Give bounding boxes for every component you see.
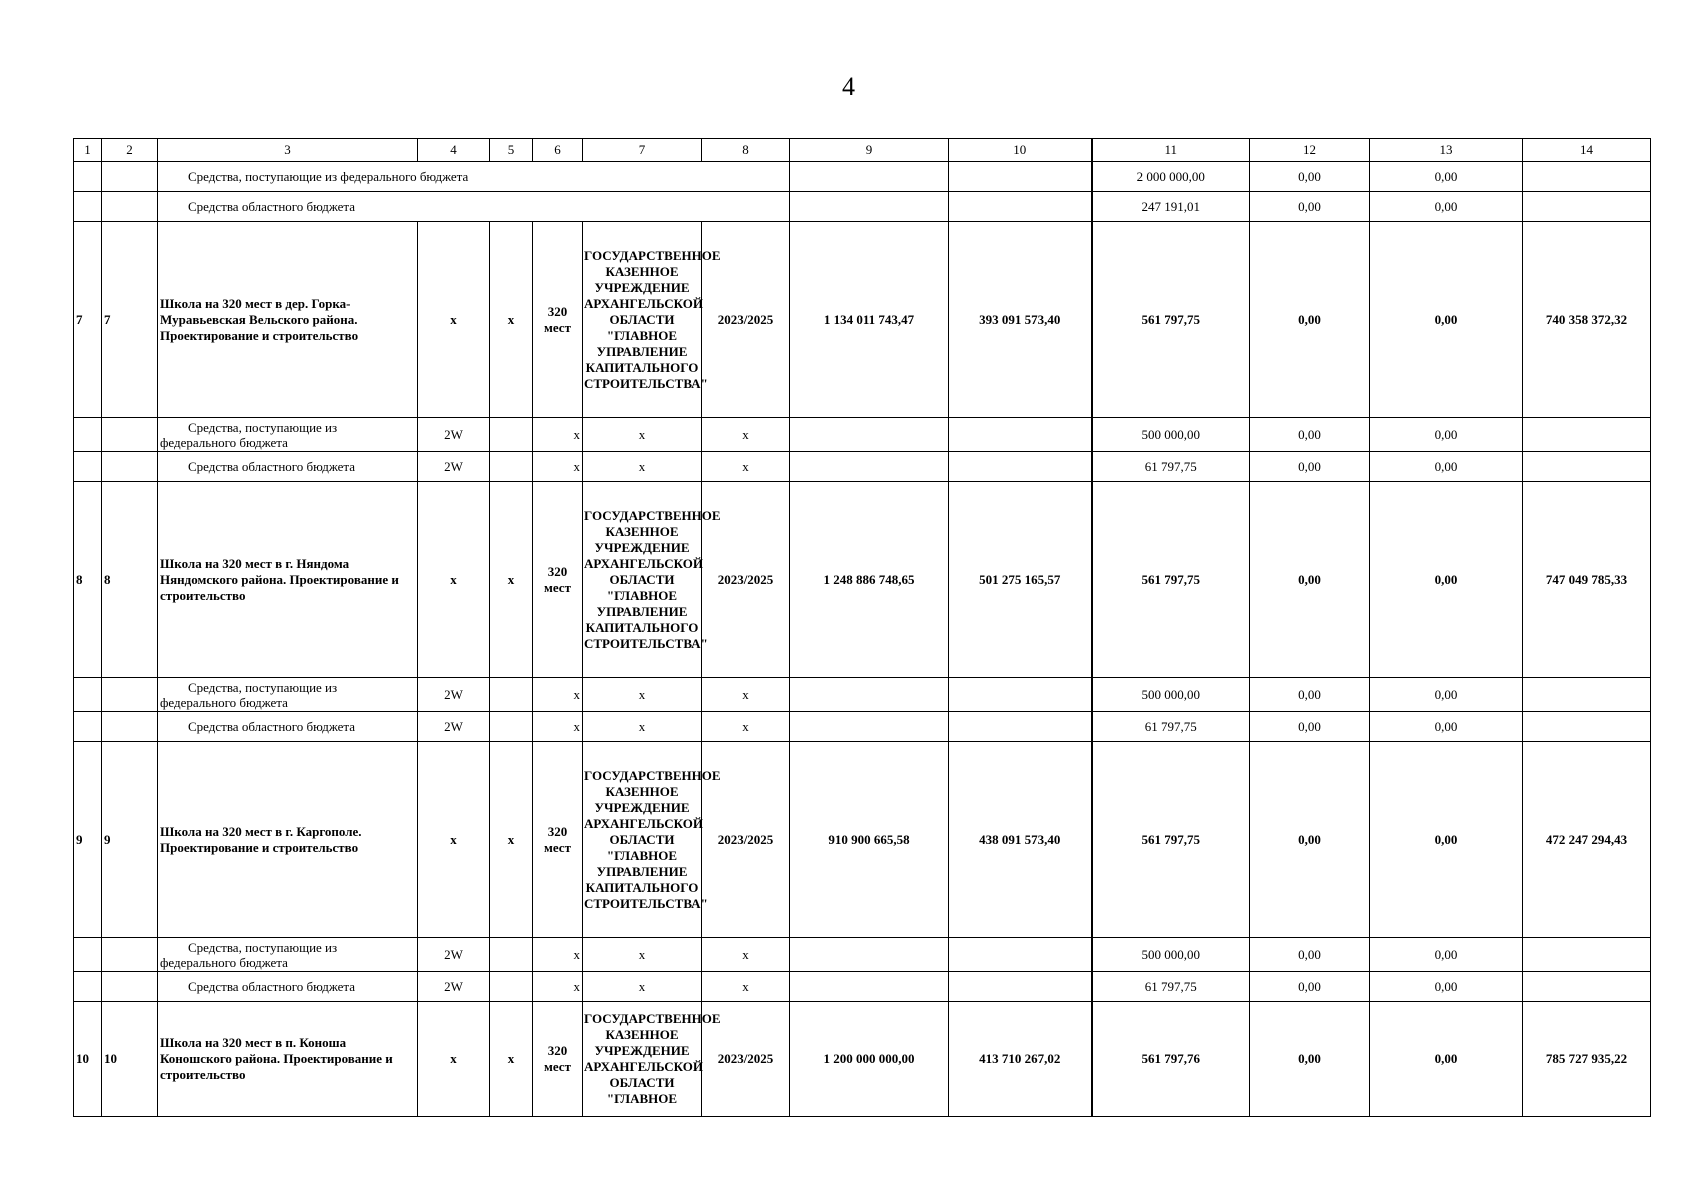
cell-col14: 740 358 372,32 [1523,222,1651,418]
cell [949,938,1092,972]
cell-col7: х [583,678,702,712]
cell [490,452,533,482]
cell-col14: 785 727 935,22 [1523,1002,1651,1117]
cell-capacity: 320 мест [533,1002,583,1117]
cell [74,162,102,192]
header-cell: 1 [74,139,102,162]
cell [790,972,949,1002]
cell-col11: 561 797,75 [1092,742,1250,938]
cell-col12: 0,00 [1250,678,1370,712]
table-row [74,418,1651,452]
cell-col4: 2W [418,418,490,452]
cell [102,678,158,712]
cell [1523,452,1651,482]
cell-col8: х [702,678,790,712]
cell-col4: 2W [418,678,490,712]
cell-col11: 561 797,76 [1092,1002,1250,1117]
header-cell: 7 [583,139,702,162]
cell [790,712,949,742]
cell [102,452,158,482]
table-row [74,192,1651,222]
cell-col1: 8 [74,482,102,678]
cell-organization: ГОСУДАРСТВЕННОЕ КАЗЕННОЕ УЧРЕЖДЕНИЕ АРХАНГЕЛЬСКОЙ ОБЛАСТИ "ГЛАВНОЕ [583,1002,702,1117]
cell-col11: 500 000,00 [1092,938,1250,972]
row-label: Средства, поступающие из федерального бюджета [158,678,418,712]
cell-col11: 247 191,01 [1092,192,1250,222]
cell [949,452,1092,482]
cell-capacity: 320 мест [533,482,583,678]
cell [949,712,1092,742]
cell-capacity: 320 мест [533,742,583,938]
cell [490,712,533,742]
cell [490,938,533,972]
cell-col12: 0,00 [1250,418,1370,452]
cell-col7: х [583,418,702,452]
cell-col13: 0,00 [1370,192,1523,222]
cell-col2: 7 [102,222,158,418]
cell [102,192,158,222]
cell-col13: 0,00 [1370,482,1523,678]
cell-col4: 2W [418,972,490,1002]
cell-col5: х [490,742,533,938]
cell-col9: 910 900 665,58 [790,742,949,938]
cell-col4: х [418,1002,490,1117]
header-cell: 10 [949,139,1092,162]
table-row [74,972,1651,1002]
cell-col10: 393 091 573,40 [949,222,1092,418]
cell-col11: 61 797,75 [1092,452,1250,482]
header-cell: 9 [790,139,949,162]
cell-col14: 747 049 785,33 [1523,482,1651,678]
cell-col12: 0,00 [1250,482,1370,678]
cell-col6: х [533,452,583,482]
cell-organization: ГОСУДАРСТВЕННОЕ КАЗЕННОЕ УЧРЕЖДЕНИЕ АРХАНГЕЛЬСКОЙ ОБЛАСТИ "ГЛАВНОЕ УПРАВЛЕНИЕ КАПИТАЛЬНОГО СТРОИТЕЛЬСТВА" [583,482,702,678]
cell [949,972,1092,1002]
cell-col13: 0,00 [1370,1002,1523,1117]
table-row [74,162,1651,192]
cell-col13: 0,00 [1370,418,1523,452]
cell-col10: 501 275 165,57 [949,482,1092,678]
cell-col11: 61 797,75 [1092,712,1250,742]
cell-col5: х [490,222,533,418]
cell-col4: 2W [418,938,490,972]
cell [949,678,1092,712]
cell-col2: 9 [102,742,158,938]
row-label: Средства областного бюджета [158,972,418,1002]
cell-col12: 0,00 [1250,192,1370,222]
header-cell: 5 [490,139,533,162]
cell [949,162,1092,192]
cell-col6: х [533,678,583,712]
header-cell: 14 [1523,139,1651,162]
header-cell: 4 [418,139,490,162]
cell-col8: х [702,712,790,742]
cell-col13: 0,00 [1370,938,1523,972]
cell [790,162,949,192]
budget-table [73,138,1651,1117]
table-row [74,222,1651,418]
header-row [74,139,1651,162]
table-row [74,1002,1651,1117]
cell-col12: 0,00 [1250,742,1370,938]
cell [102,712,158,742]
object-name: Школа на 320 мест в дер. Горка-Муравьевская Вельского района. Проектирование и строительство [158,222,418,418]
cell [102,938,158,972]
cell-col13: 0,00 [1370,162,1523,192]
header-cell: 8 [702,139,790,162]
cell-col4: х [418,482,490,678]
cell [74,452,102,482]
cell [790,418,949,452]
cell-col13: 0,00 [1370,678,1523,712]
cell-col4: х [418,222,490,418]
cell-col8: х [702,452,790,482]
cell-col7: х [583,452,702,482]
cell-col13: 0,00 [1370,972,1523,1002]
cell-col10: 413 710 267,02 [949,1002,1092,1117]
cell-col9: 1 200 000 000,00 [790,1002,949,1117]
cell-organization: ГОСУДАРСТВЕННОЕ КАЗЕННОЕ УЧРЕЖДЕНИЕ АРХАНГЕЛЬСКОЙ ОБЛАСТИ "ГЛАВНОЕ УПРАВЛЕНИЕ КАПИТАЛЬНОГО СТРОИТЕЛЬСТВА" [583,742,702,938]
cell-col4: х [418,742,490,938]
row-label: Средства, поступающие из федерального бюджета [158,162,790,192]
cell [102,972,158,1002]
row-label: Средства областного бюджета [158,192,790,222]
cell [1523,938,1651,972]
cell-col13: 0,00 [1370,742,1523,938]
table-row [74,938,1651,972]
cell-col9: 1 248 886 748,65 [790,482,949,678]
cell-col6: х [533,418,583,452]
cell-col1: 9 [74,742,102,938]
cell-col8: х [702,418,790,452]
cell [790,938,949,972]
cell-col7: х [583,712,702,742]
cell-col12: 0,00 [1250,452,1370,482]
cell-capacity: 320 мест [533,222,583,418]
cell-col12: 0,00 [1250,938,1370,972]
cell [74,418,102,452]
cell-period: 2023/2025 [702,1002,790,1117]
cell-col12: 0,00 [1250,222,1370,418]
cell [74,678,102,712]
cell [74,712,102,742]
cell-col7: х [583,938,702,972]
cell [1523,972,1651,1002]
cell-period: 2023/2025 [702,742,790,938]
object-name: Школа на 320 мест в г. Каргополе. Проектирование и строительство [158,742,418,938]
header-cell: 2 [102,139,158,162]
header-cell: 12 [1250,139,1370,162]
cell-col13: 0,00 [1370,452,1523,482]
cell [74,938,102,972]
cell [790,452,949,482]
header-cell: 13 [1370,139,1523,162]
cell [949,418,1092,452]
cell-col6: х [533,972,583,1002]
cell [490,418,533,452]
table-row [74,742,1651,938]
object-name: Школа на 320 мест в п. Коноша Коношского района. Проектирование и строительство [158,1002,418,1117]
cell-col12: 0,00 [1250,162,1370,192]
table-row [74,712,1651,742]
cell [1523,712,1651,742]
header-cell: 11 [1092,139,1250,162]
cell-col9: 1 134 011 743,47 [790,222,949,418]
page-number: 4 [842,72,855,101]
cell-col11: 2 000 000,00 [1092,162,1250,192]
cell-col12: 0,00 [1250,972,1370,1002]
row-label: Средства, поступающие из федерального бюджета [158,938,418,972]
cell-col11: 561 797,75 [1092,482,1250,678]
table-row [74,452,1651,482]
cell [790,678,949,712]
cell [1523,192,1651,222]
cell-col8: х [702,972,790,1002]
cell-col11: 61 797,75 [1092,972,1250,1002]
cell-col1: 7 [74,222,102,418]
cell-col7: х [583,972,702,1002]
row-label: Средства областного бюджета [158,452,418,482]
cell [1523,678,1651,712]
cell-col4: 2W [418,452,490,482]
cell [490,972,533,1002]
cell-col2: 10 [102,1002,158,1117]
cell-col11: 500 000,00 [1092,678,1250,712]
header-cell: 6 [533,139,583,162]
cell-col4: 2W [418,712,490,742]
cell-col5: х [490,1002,533,1117]
cell [102,418,158,452]
header-cell: 3 [158,139,418,162]
cell-col6: х [533,938,583,972]
cell-col10: 438 091 573,40 [949,742,1092,938]
cell-col12: 0,00 [1250,712,1370,742]
cell [1523,162,1651,192]
object-name: Школа на 320 мест в г. Няндома Няндомского района. Проектирование и строительство [158,482,418,678]
cell-period: 2023/2025 [702,482,790,678]
cell-col1: 10 [74,1002,102,1117]
cell [949,192,1092,222]
cell [790,192,949,222]
cell [74,192,102,222]
cell-col2: 8 [102,482,158,678]
cell [74,972,102,1002]
cell [1523,418,1651,452]
table-row [74,678,1651,712]
cell-organization: ГОСУДАРСТВЕННОЕ КАЗЕННОЕ УЧРЕЖДЕНИЕ АРХАНГЕЛЬСКОЙ ОБЛАСТИ "ГЛАВНОЕ УПРАВЛЕНИЕ КАПИТАЛЬНОГО СТРОИТЕЛЬСТВА" [583,222,702,418]
cell-period: 2023/2025 [702,222,790,418]
cell-col13: 0,00 [1370,712,1523,742]
cell [490,678,533,712]
cell-col5: х [490,482,533,678]
cell-col12: 0,00 [1250,1002,1370,1117]
cell-col13: 0,00 [1370,222,1523,418]
cell-col14: 472 247 294,43 [1523,742,1651,938]
cell-col8: х [702,938,790,972]
table-row [74,482,1651,678]
cell-col6: х [533,712,583,742]
cell-col11: 500 000,00 [1092,418,1250,452]
row-label: Средства областного бюджета [158,712,418,742]
cell [102,162,158,192]
row-label: Средства, поступающие из федерального бюджета [158,418,418,452]
cell-col11: 561 797,75 [1092,222,1250,418]
